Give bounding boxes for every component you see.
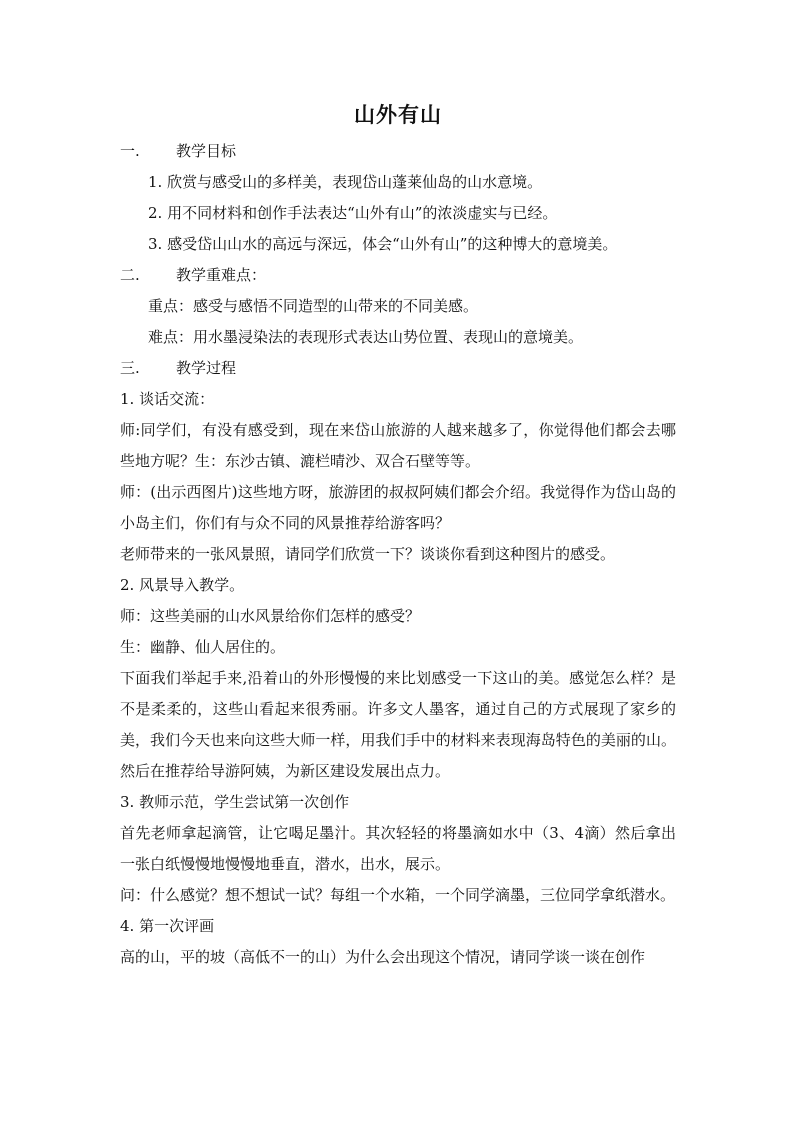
section-title: 教学重难点： [176, 266, 267, 284]
objective-item-2: 2. 用不同材料和创作手法表达“山外有山”的浓淡虚实与已经。 [148, 204, 558, 222]
step-2-title: 2. 风景导入教学。 [120, 576, 245, 594]
step-1-title: 1. 谈话交流： [120, 390, 215, 408]
step-4-paragraph-1: 高的山，平的坡（高低不一的山）为什么会出现这个情况，请同学谈一谈在创作 [120, 948, 646, 966]
step-1-paragraph-2: 师：(出示西图片)这些地方呀，旅游团的叔叔阿姨们都会介绍。我觉得作为岱山岛的小岛主们，你们有与众不同的风景推荐给游客吗？ [120, 483, 676, 532]
section-number: 三. [120, 359, 140, 377]
step-3-paragraph-1: 首先老师拿起滴管，让它喝足墨汁。其次轻轻的将墨滴如水中（3、4滴）然后拿出一张白纸慢慢地慢慢地垂直，潜水，出水，展示。 [120, 824, 676, 873]
document-page [120, 100, 676, 973]
step-4-title: 4. 第一次评画 [120, 917, 215, 935]
section-number: 二. [120, 266, 140, 284]
step-1-paragraph-3: 老师带来的一张风景照，请同学们欣赏一下？谈谈你看到这种图片的感受。 [120, 545, 616, 563]
step-2-paragraph-1: 师：这些美丽的山水风景给你们怎样的感受？ [120, 607, 421, 625]
section-heading-objectives [120, 136, 676, 167]
section-title: 教学过程 [176, 359, 237, 377]
step-2-paragraph-2: 生：幽静、仙人居住的。 [120, 638, 286, 656]
key-point-text: 重点：感受与感悟不同造型的山带来的不同美感。 [148, 297, 479, 315]
objective-item-3: 3. 感受岱山山水的高远与深远，体会“山外有山”的这种博大的意境美。 [148, 235, 618, 253]
step-1-paragraph-1: 师:同学们，有没有感受到，现在来岱山旅游的人越来越多了，你觉得他们都会去哪些地方呢？生：东沙古镇、漉栏晴沙、双合石壁等等。 [120, 421, 676, 470]
section-title: 教学目标 [176, 142, 237, 160]
section-number: 一. [120, 142, 140, 160]
section-heading-process [120, 353, 676, 384]
objective-item-1: 1. 欣赏与感受山的多样美，表现岱山蓬莱仙岛的山水意境。 [148, 173, 543, 191]
document-title: 山外有山 [354, 102, 442, 127]
step-3-paragraph-2: 问：什么感觉？想不想试一试？每组一个水箱，一个同学滴墨，三位同学拿纸潜水。 [120, 886, 676, 904]
step-2-paragraph-3: 下面我们举起手来,沿着山的外形慢慢的来比划感受一下这山的美。感觉怎么样？是不是柔柔的，这些山看起来很秀丽。许多文人墨客，通过自己的方式展现了家乡的美，我们今天也来向这些大师一样，用我们手中的材料来表现海岛特色的美丽的山。然后在推荐给导游阿姨，为新区建设发展出点力。 [120, 669, 676, 780]
step-3-title: 3. 教师示范，学生尝试第一次创作 [120, 793, 350, 811]
difficult-point-text: 难点：用水墨浸染法的表现形式表达山势位置、表现山的意境美。 [148, 328, 584, 346]
section-heading-key-points [120, 260, 676, 291]
